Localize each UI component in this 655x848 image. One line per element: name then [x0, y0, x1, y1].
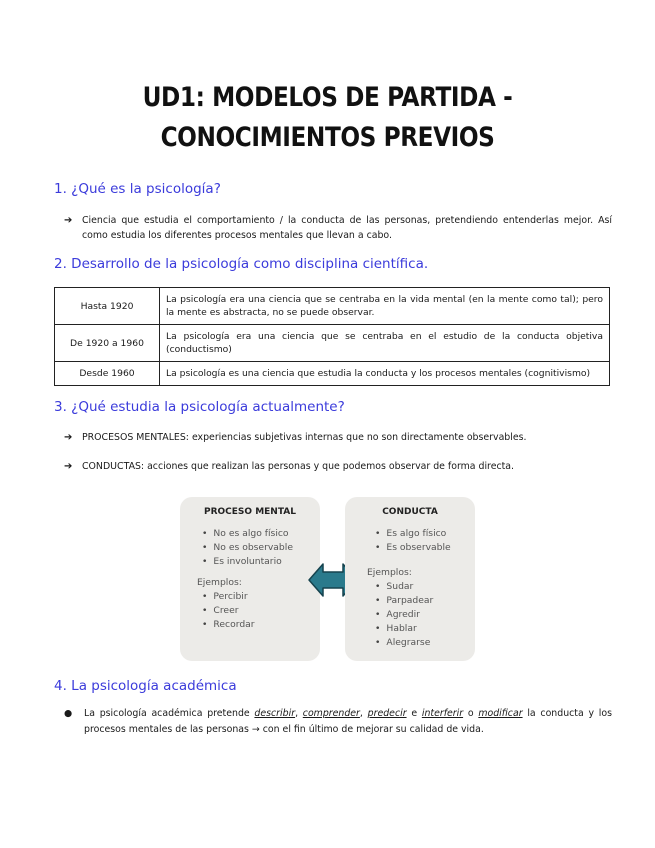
conduct-features-list [345, 527, 475, 555]
verb-predict: predecir [367, 708, 407, 719]
arrow-right-icon: ➔ [64, 432, 73, 443]
section-1-item [64, 213, 612, 243]
mental-features-list [180, 527, 320, 569]
list-item: • Parpadear [375, 594, 475, 608]
section-4-text [84, 706, 612, 738]
history-table [54, 287, 610, 386]
page-title: UD1: MODELOS DE PARTIDA - CONOCIMIENTOS PREVIOS [142, 82, 513, 153]
list-item: • Percibir [202, 590, 320, 604]
conduct-examples-label: Ejemplos: [367, 567, 412, 578]
list-item: • Agredir [375, 608, 475, 622]
list-item: • Es observable [375, 541, 475, 555]
bullet-icon: ● [64, 708, 73, 719]
period-cell: De 1920 a 1960 [55, 325, 160, 362]
section-1-text: Ciencia que estudia el comportamiento / la conducta de las personas, pretendiendo entenderlas mejor. Así como estudia los diferentes procesos mentales que llevan a cabo. [82, 215, 612, 241]
text-segment: , [359, 708, 368, 719]
section-4-heading: 4. La psicología académica [54, 678, 237, 694]
arrow-right-icon: ➔ [64, 215, 73, 226]
conduct-examples-list [345, 580, 475, 650]
arrow-right-icon: ➔ [64, 461, 73, 472]
conduct-card [345, 497, 475, 661]
mental-examples-label: Ejemplos: [197, 577, 242, 588]
comparison-diagram [180, 497, 474, 661]
section-3-text-mental: PROCESOS MENTALES: experiencias subjetivas internas que no son directamente observables. [82, 432, 527, 443]
mental-process-title: PROCESO MENTAL [204, 507, 296, 517]
section-3-item-mental [64, 430, 612, 445]
table-row [55, 288, 610, 325]
text-segment: La psicología académica pretende [84, 708, 255, 719]
table-row [55, 362, 610, 386]
section-3-text-conduct: CONDUCTAS: acciones que realizan las personas y que podemos observar de forma directa. [82, 461, 515, 472]
list-item: • Es involuntario [202, 555, 320, 569]
period-cell: Hasta 1920 [55, 288, 160, 325]
mental-process-card [180, 497, 320, 661]
list-item: • No es algo físico [202, 527, 320, 541]
table-row [55, 325, 610, 362]
list-item: • Sudar [375, 580, 475, 594]
verb-interfere: interferir [421, 708, 464, 719]
list-item: • Es algo físico [375, 527, 475, 541]
section-4-item [64, 706, 612, 738]
period-cell: Desde 1960 [55, 362, 160, 386]
list-item: • Creer [202, 604, 320, 618]
section-3-item-conduct [64, 459, 612, 474]
section-1-heading: 1. ¿Qué es la psicología? [54, 181, 221, 197]
list-item: • Hablar [375, 622, 475, 636]
verb-describe: describir [254, 708, 296, 719]
mental-examples-list [180, 590, 320, 632]
text-segment: , [295, 708, 303, 719]
description-cell: La psicología era una ciencia que se centraba en el estudio de la conducta objetiva (conductismo) [160, 325, 610, 362]
conduct-title: CONDUCTA [382, 507, 438, 517]
text-segment: la conducta y los procesos mentales de las personas → con el fin último de mejorar su calidad de vida. [84, 708, 612, 735]
verb-understand: comprender [302, 708, 360, 719]
section-3-heading: 3. ¿Qué estudia la psicología actualmente? [54, 399, 345, 415]
list-item: • Recordar [202, 618, 320, 632]
text-segment: e [406, 708, 422, 719]
list-item: • Alegrarse [375, 636, 475, 650]
list-item: • No es observable [202, 541, 320, 555]
text-segment: o [463, 708, 479, 719]
description-cell: La psicología era una ciencia que se centraba en la vida mental (en la mente como tal); pero la mente es abstracta, no se puede observar. [160, 288, 610, 325]
verb-modify: modificar [478, 708, 523, 719]
description-cell: La psicología es una ciencia que estudia la conducta y los procesos mentales (cognitivismo) [160, 362, 610, 386]
section-2-heading: 2. Desarrollo de la psicología como disciplina científica. [54, 256, 429, 272]
